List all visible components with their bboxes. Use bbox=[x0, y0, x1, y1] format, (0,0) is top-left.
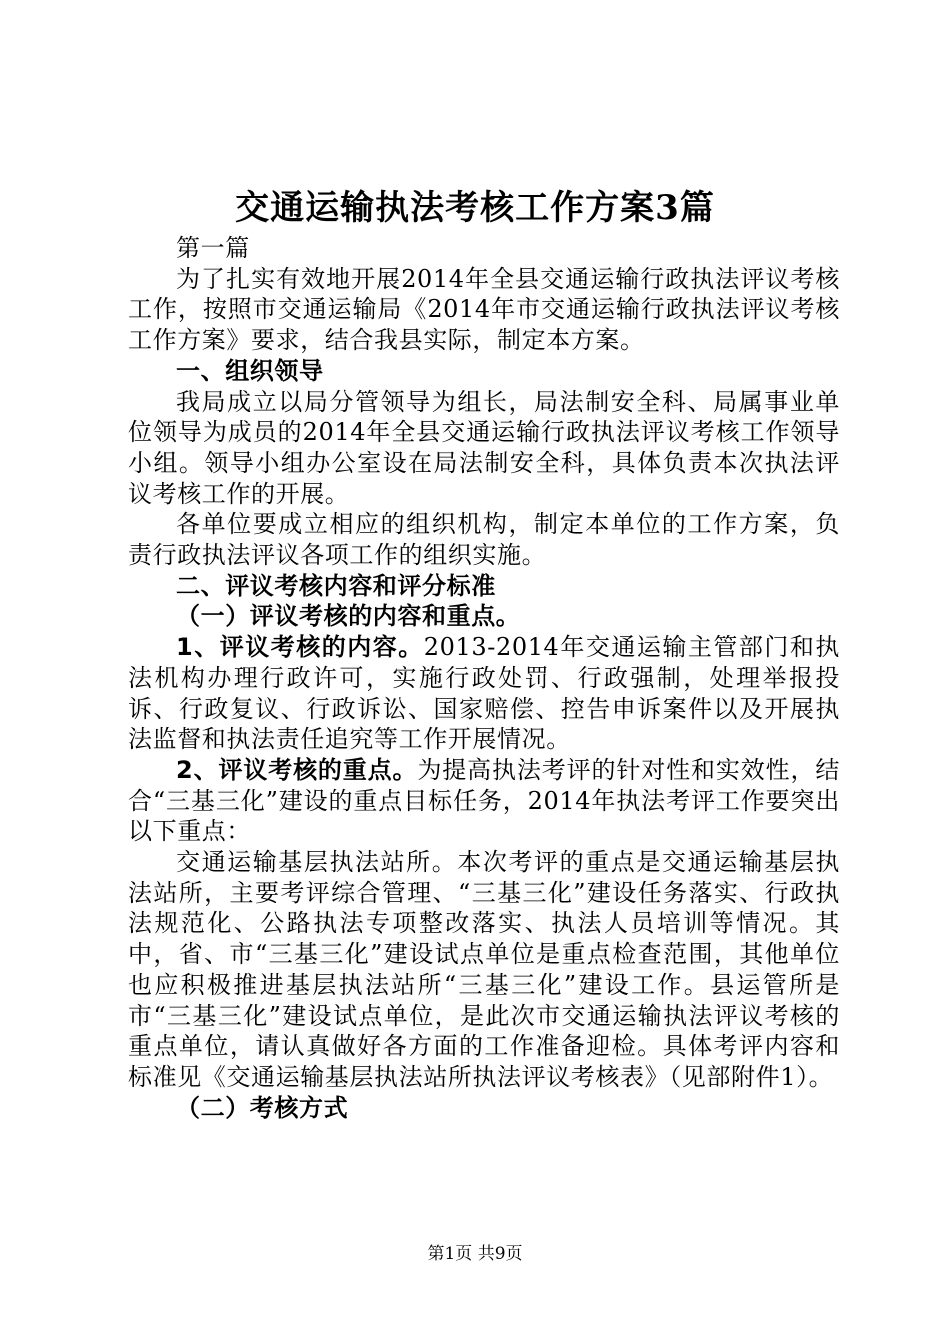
heading-organization: 一、组织领导 bbox=[176, 356, 324, 385]
paragraph-units: 各单位要成立相应的组织机构，制定本单位的工作方案，负责行政执法评议各项工作的组织实施。 bbox=[128, 510, 840, 570]
document-body bbox=[128, 233, 840, 1123]
paragraph-grassroots-stations: 交通运输基层执法站所。本次考评的重点是交通运输基层执法站所，主要考评综合管理、“三基三化”建设任务落实、行政执法规范化、公路执法专项整改落实、执法人员培训等情况。其中，省、市“三基三化”建设试点单位是重点检查范围，其他单位也应积极推进基层执法站所“三基三化”建设工作。县运管所是市“三基三化”建设试点单位，是此次市交通运输执法评议考核的重点单位，请认真做好各方面的工作准备迎检。具体考评内容和标准见《交通运输基层执法站所执法评议考核表》（见部附件1）。 bbox=[128, 848, 840, 1091]
page-footer: 第1页 共9页 bbox=[427, 1244, 523, 1264]
paragraph-focus bbox=[128, 755, 840, 847]
paragraph-content bbox=[128, 632, 840, 755]
section-label: 第一篇 bbox=[176, 234, 250, 262]
paragraph-content-text: 2013-2014年交通运输主管部门和执法机构办理行政许可，实施行政处罚、行政强制，处理举报投诉、行政复议、行政诉讼、国家赔偿、控告申诉案件以及开展执法监督和执法责任追究等工作开展情况。 bbox=[128, 633, 840, 754]
paragraph-intro: 为了扎实有效地开展2014年全县交通运输行政执法评议考核工作，按照市交通运输局《2014年市交通运输行政执法评议考核工作方案》要求，结合我县实际，制定本方案。 bbox=[128, 264, 840, 355]
subheading-assessment-method: （二）考核方式 bbox=[176, 1093, 349, 1122]
subheading-content-focus: （一）评议考核的内容和重点。 bbox=[176, 602, 521, 631]
heading-content-standards: 二、评议考核内容和评分标准 bbox=[176, 571, 496, 600]
paragraph-leadership-group: 我局成立以局分管领导为组长，局法制安全科、局属事业单位领导为成员的2014年全县交通运输行政执法评议考核工作领导小组。领导小组办公室设在局法制安全科，具体负责本次执法评议考核工作的开展。 bbox=[128, 387, 840, 508]
document-title: 交通运输执法考核工作方案3篇 bbox=[235, 188, 715, 228]
paragraph-focus-text: 为提高执法考评的针对性和实效性，结合“三基三化”建设的重点目标任务，2014年执法考评工作要突出以下重点： bbox=[128, 755, 841, 846]
paragraph-focus-lead: 2、评议考核的重点。 bbox=[176, 755, 418, 784]
paragraph-content-lead: 1、评议考核的内容。 bbox=[176, 633, 424, 662]
